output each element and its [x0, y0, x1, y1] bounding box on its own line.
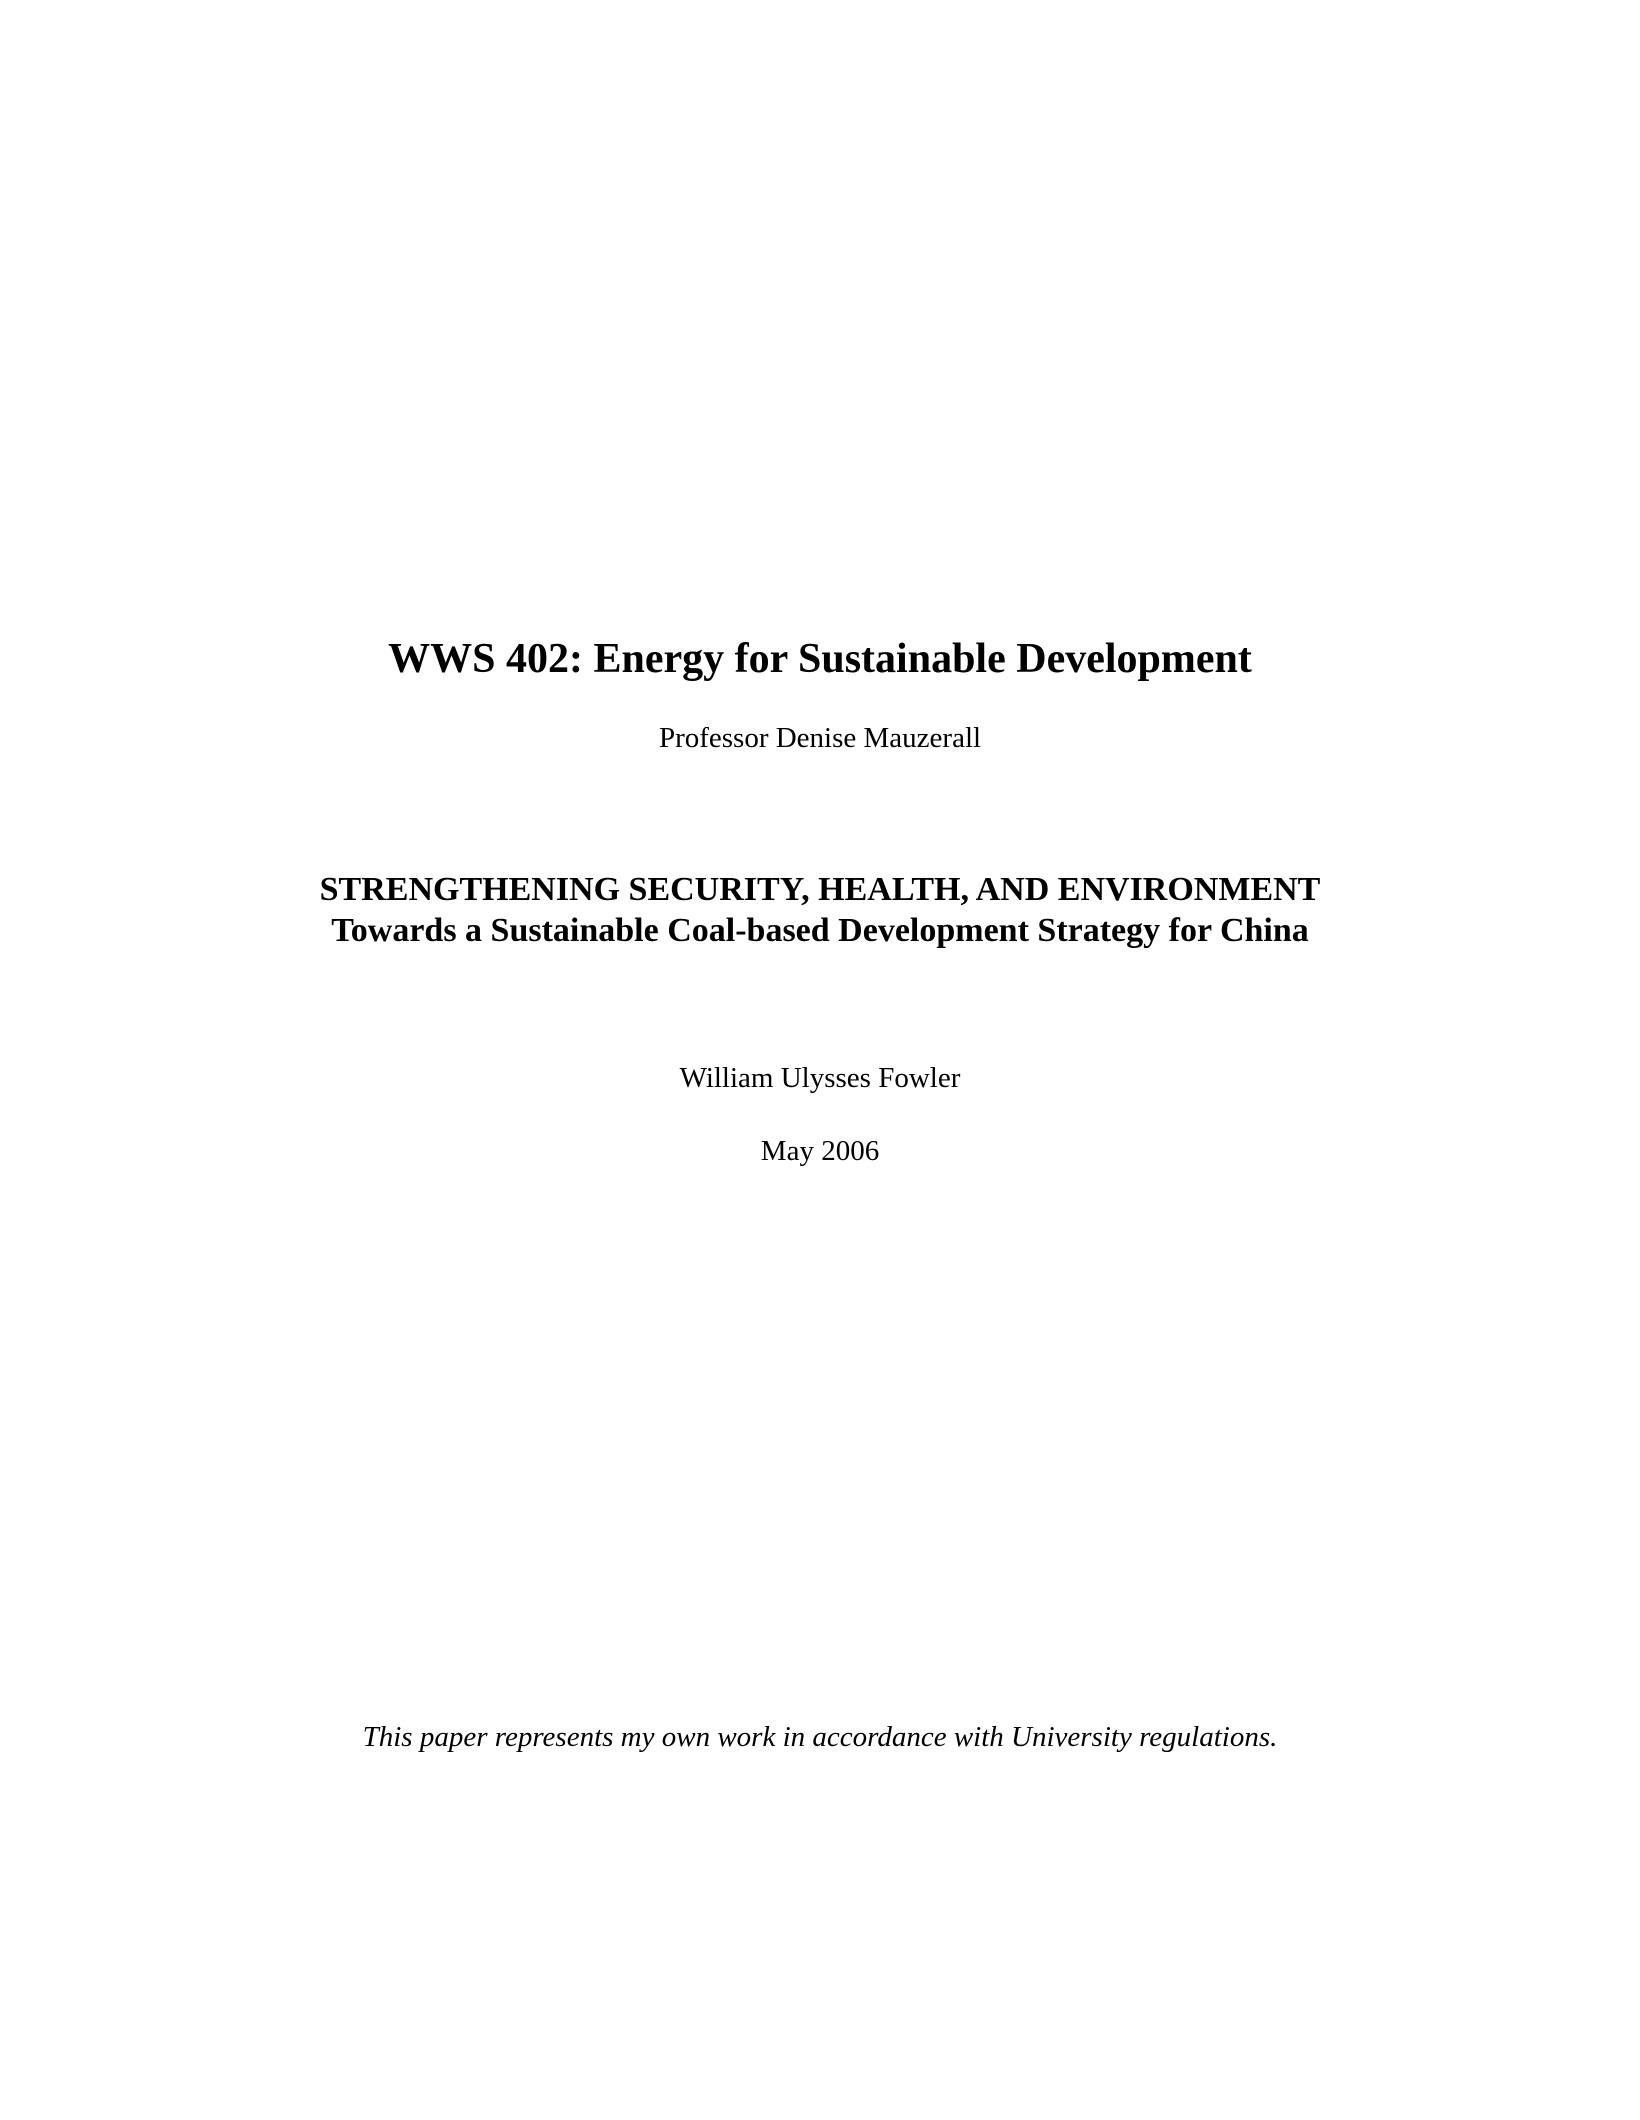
author-name: William Ulysses Fowler	[679, 1062, 961, 1094]
professor-name: Professor Denise Mauzerall	[658, 722, 982, 754]
paper-title: STRENGTHENING SECURITY, HEALTH, AND ENVIRONMENT	[319, 871, 1321, 908]
honor-pledge: This paper represents my own work in accordance with University regulations.	[362, 1721, 1278, 1753]
paper-date: May 2006	[760, 1135, 880, 1167]
paper-subtitle: Towards a Sustainable Coal-based Development Strategy for China	[331, 912, 1309, 949]
course-title: WWS 402: Energy for Sustainable Development	[388, 636, 1252, 682]
